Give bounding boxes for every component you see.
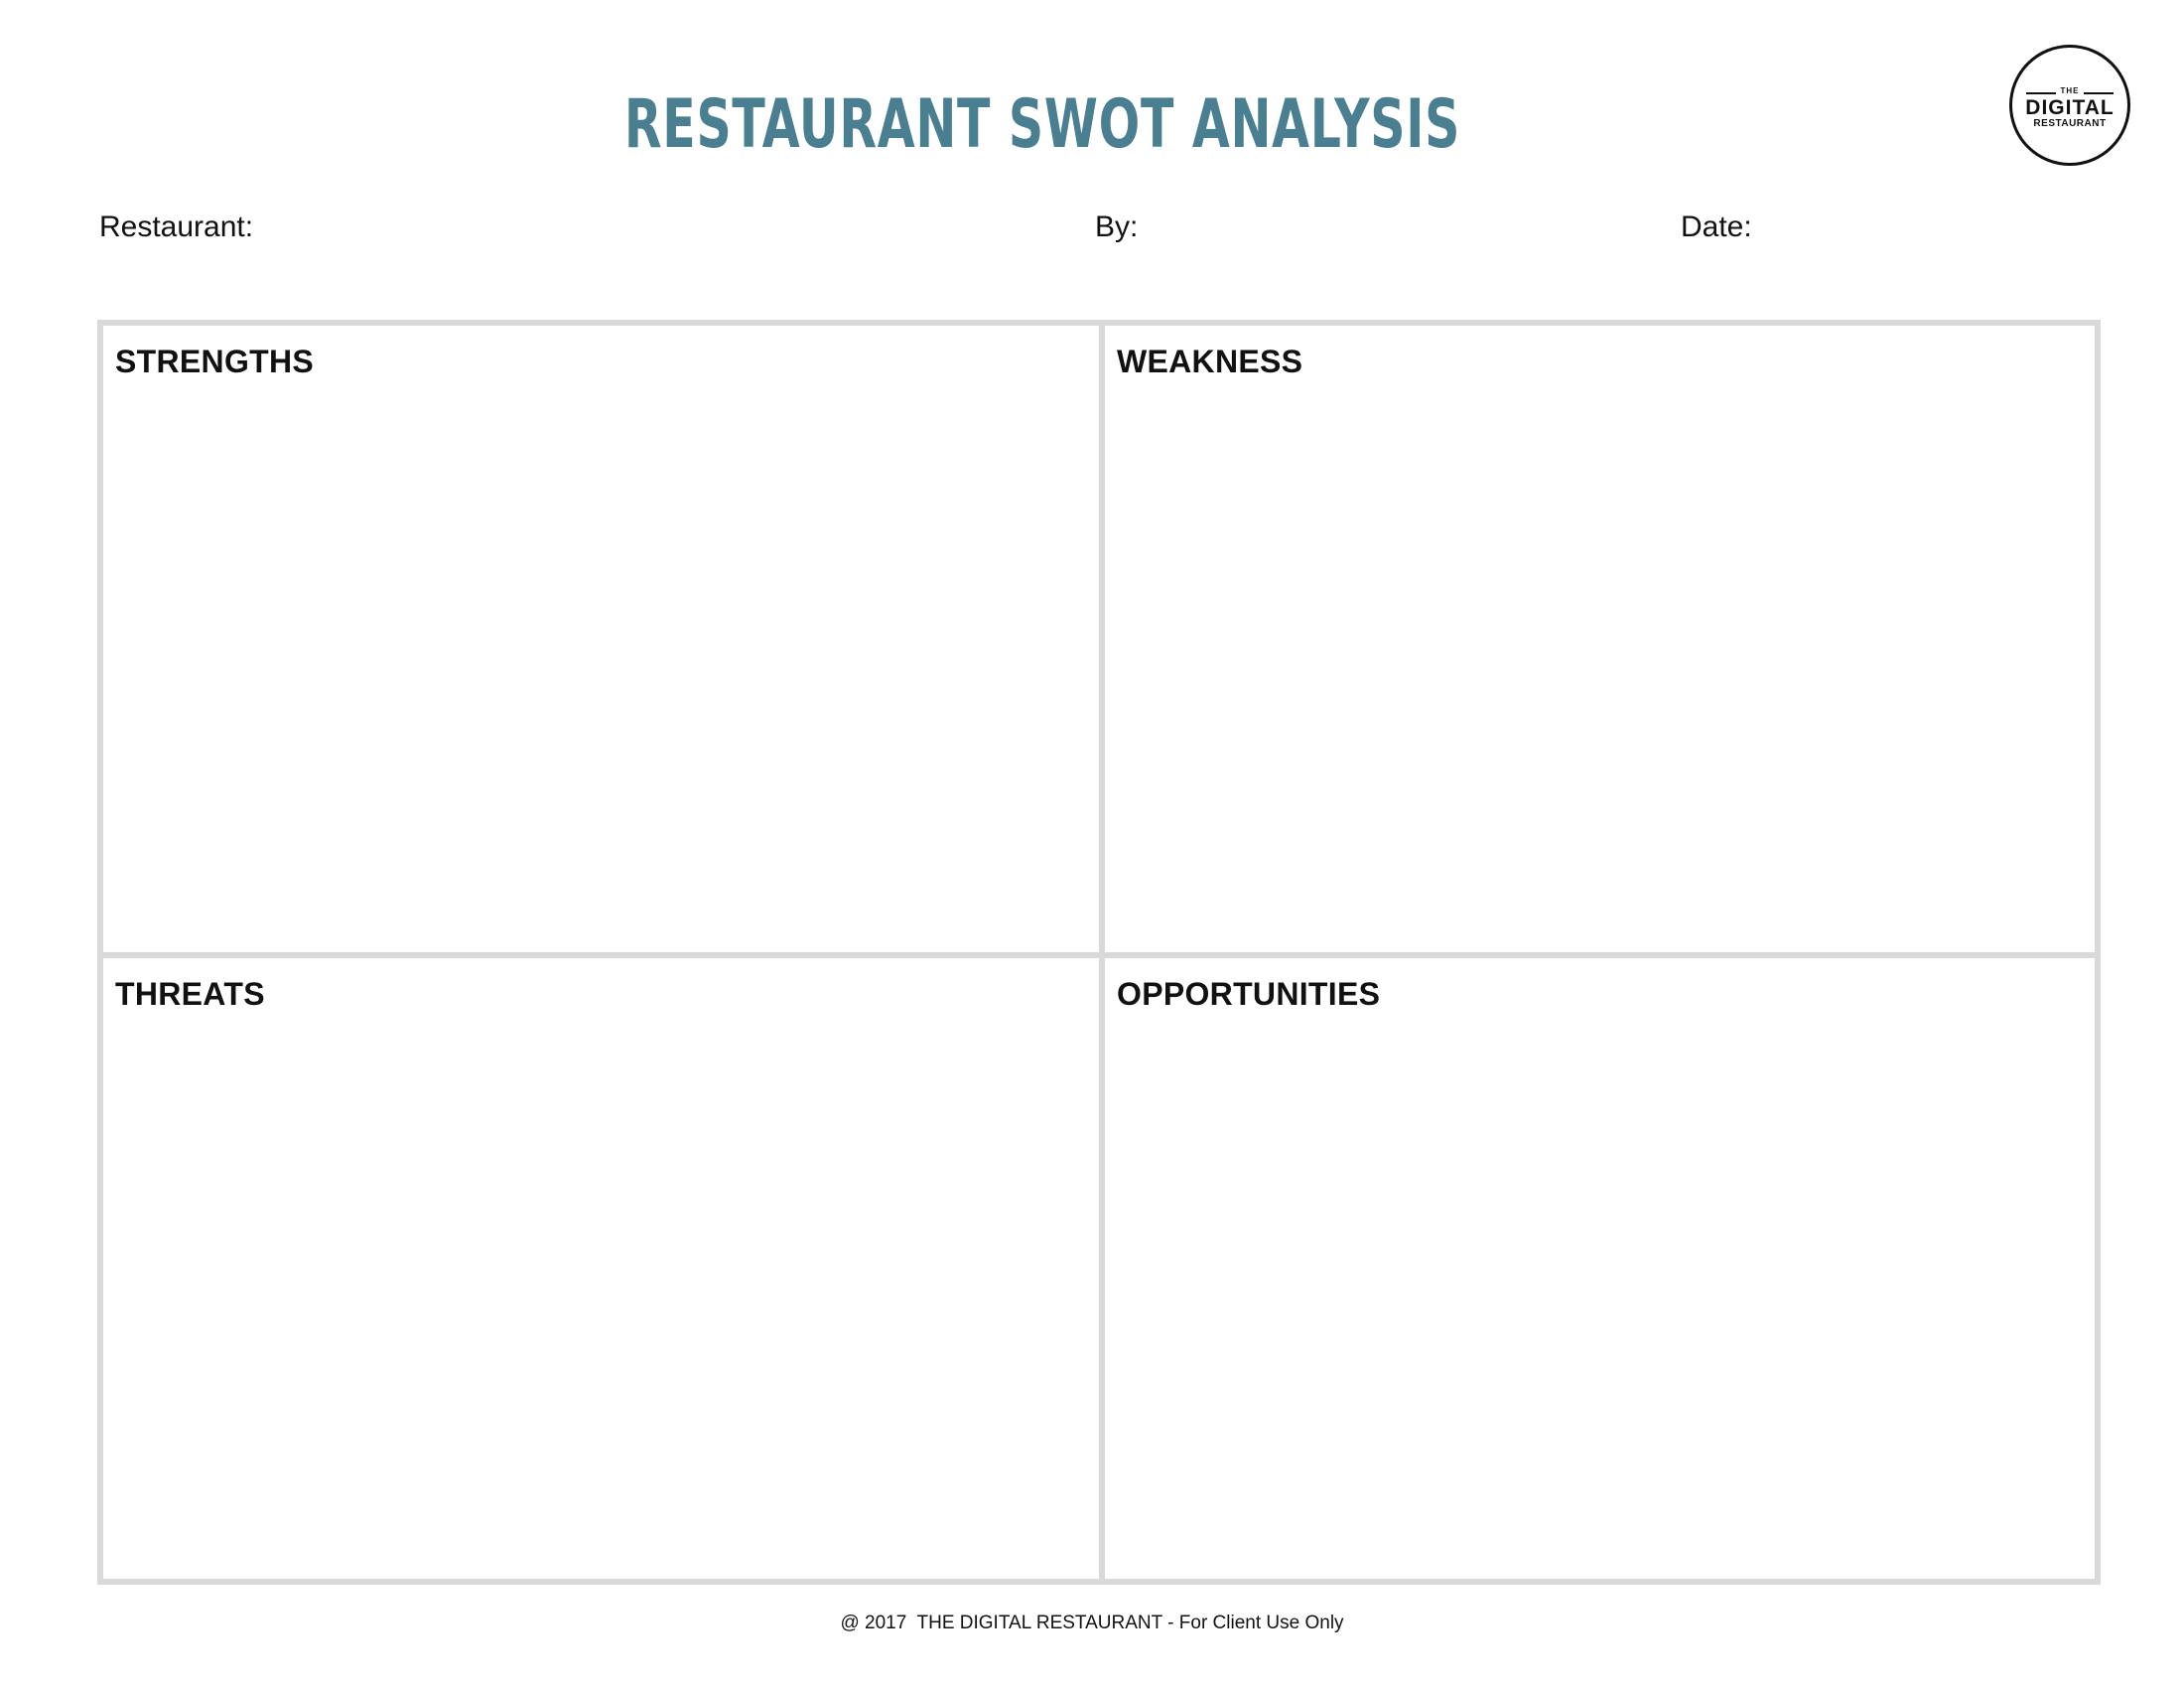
- digital-restaurant-logo: [2009, 45, 2130, 166]
- opportunities-quadrant[interactable]: [1105, 958, 2095, 1579]
- page-title: RESTAURANT SWOT ANALYSIS: [623, 85, 1461, 164]
- date-field-label: Date:: [1681, 211, 1752, 243]
- logo-line-the: THE: [2060, 86, 2080, 95]
- by-field-label: By:: [1095, 211, 1139, 243]
- strengths-quadrant[interactable]: [103, 326, 1099, 952]
- opportunities-heading: OPPORTUNITIES: [1117, 976, 1381, 1012]
- weakness-quadrant[interactable]: [1105, 326, 2095, 952]
- logo-rule-right: [2084, 92, 2114, 94]
- weakness-heading: WEAKNESS: [1117, 344, 1303, 379]
- threats-heading: THREATS: [115, 976, 265, 1012]
- footer-copyright: @ 2017 THE DIGITAL RESTAURANT - For Client Use Only: [840, 1613, 1344, 1633]
- logo-line-restaurant: RESTAURANT: [2033, 118, 2107, 129]
- restaurant-field-label: Restaurant:: [99, 211, 254, 243]
- logo-line-digital: DIGITAL: [2025, 96, 2115, 119]
- strengths-heading: STRENGTHS: [115, 344, 315, 379]
- swot-grid: [97, 320, 2101, 1585]
- threats-quadrant[interactable]: [103, 958, 1099, 1579]
